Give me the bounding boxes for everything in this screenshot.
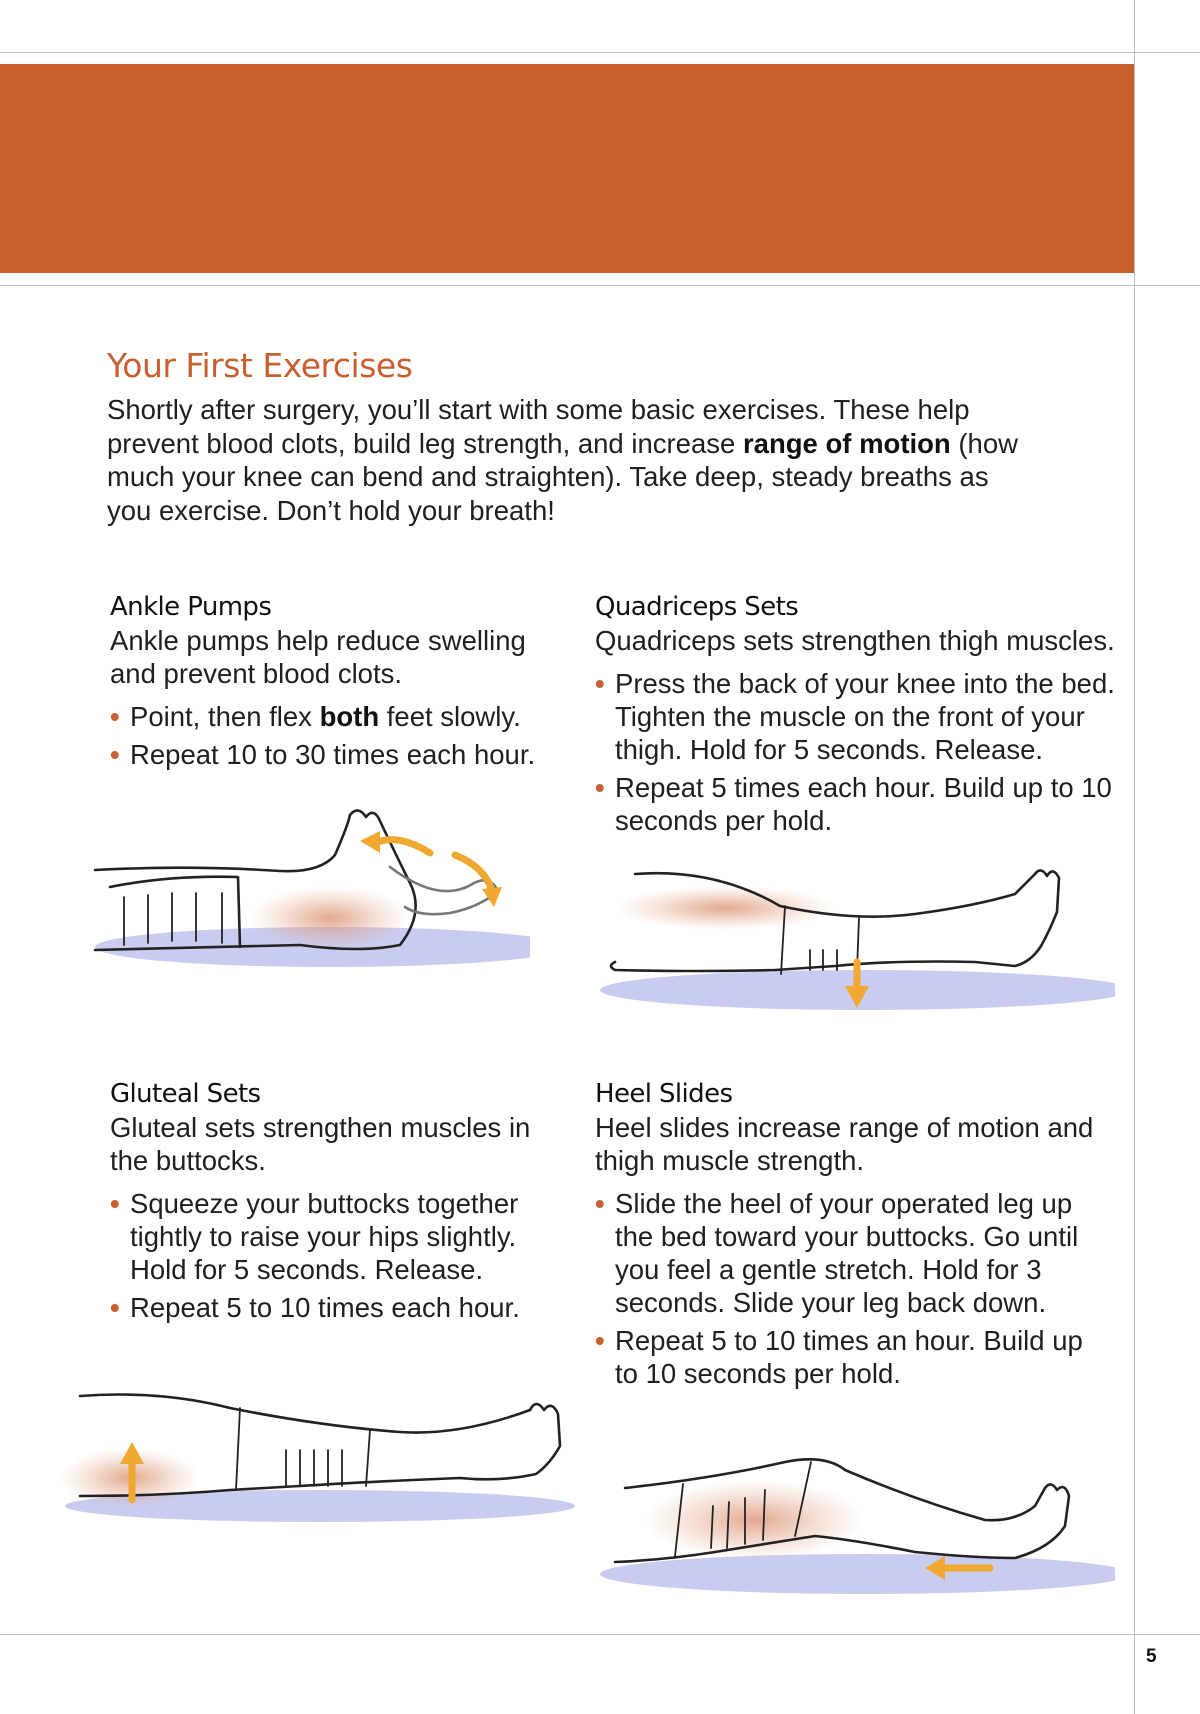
section-title: Your First Exercises [107,346,413,385]
bullet-icon [110,1187,120,1220]
bullet-icon [110,700,120,733]
thigh-muscle-highlight [645,1480,865,1560]
quadriceps-sets-steps [595,667,1125,837]
quadriceps-sets-description: Quadriceps sets strengthen thigh muscles. [595,625,1115,656]
heel-slides-illustration [595,1440,1115,1600]
quadriceps-sets-title: Quadriceps Sets [595,592,799,622]
intro-paragraph: Shortly after surgery, you’ll start with some basic exercises. These help prevent blood clots, build leg strength, and increase range of motion (how much your knee can bend and straighten). Take deep, steady breaths as you exercise. Don’t hold your breath! [107,394,1018,526]
footer-rule [0,1634,1200,1635]
heel-slides-title: Heel Slides [595,1079,733,1109]
arrow-head-icon [482,887,502,907]
flex-arrow-icon [375,840,430,853]
ankle-pumps-description: Ankle pumps help reduce swelling and prevent blood clots. [110,625,526,689]
bullet-icon [110,738,120,771]
list-item: • Repeat 10 to 30 times each hour. [110,738,570,771]
right-margin-rule [1134,0,1135,1714]
ankle-pumps-section [110,590,570,776]
quadriceps-sets-section [595,590,1125,842]
top-rule [0,52,1200,53]
list-item: • Squeeze your buttocks together tightly to raise your hips slightly. Hold for 5 seconds. Release. [110,1187,560,1286]
ankle-pumps-steps [110,700,570,771]
list-item: • Repeat 5 to 10 times an hour. Build up to 10 seconds per hold. [595,1324,1105,1390]
heel-slides-steps [595,1187,1105,1390]
bullet-icon [595,771,605,804]
range-of-motion-term: range of motion [742,427,951,459]
thigh-muscle-highlight [615,886,835,930]
bed-shadow [600,1554,1115,1594]
quadriceps-sets-illustration [595,862,1115,1022]
bullet-icon [595,667,605,700]
header-banner [0,64,1134,273]
arrow-head-icon [360,831,380,853]
list-item: • Repeat 5 times each hour. Build up to 10 seconds per hold. [595,771,1125,837]
ankle-pumps-title: Ankle Pumps [110,592,272,622]
bullet-icon [595,1324,605,1357]
heel-slides-section [595,1077,1105,1395]
gluteal-sets-steps [110,1187,560,1324]
heel-slides-description: Heel slides increase range of motion and thigh muscle strength. [595,1112,1094,1176]
gluteal-sets-section [110,1077,560,1329]
calf-muscle-highlight [250,886,410,950]
list-item: • Repeat 5 to 10 times each hour. [110,1291,560,1324]
list-item: • Slide the heel of your operated leg up the bed toward your buttocks. Go until you feel a gentle stretch. Hold for 3 seconds. Slide your leg back down. [595,1187,1105,1319]
gluteal-sets-illustration [60,1390,580,1530]
list-item: • Press the back of your knee into the bed. Tighten the muscle on the front of your thigh. Hold for 5 seconds. Release. [595,667,1125,766]
banner-bottom-rule [0,285,1200,286]
page-number: 5 [1146,1646,1157,1667]
bullet-icon [595,1187,605,1220]
gluteal-sets-title: Gluteal Sets [110,1079,261,1109]
bullet-icon [110,1291,120,1324]
gluteal-sets-description: Gluteal sets strengthen muscles in the buttocks. [110,1112,531,1176]
ankle-pumps-illustration [80,795,530,985]
list-item: • Point, then flex both feet slowly. [110,700,570,733]
point-arrow-icon [455,855,492,891]
